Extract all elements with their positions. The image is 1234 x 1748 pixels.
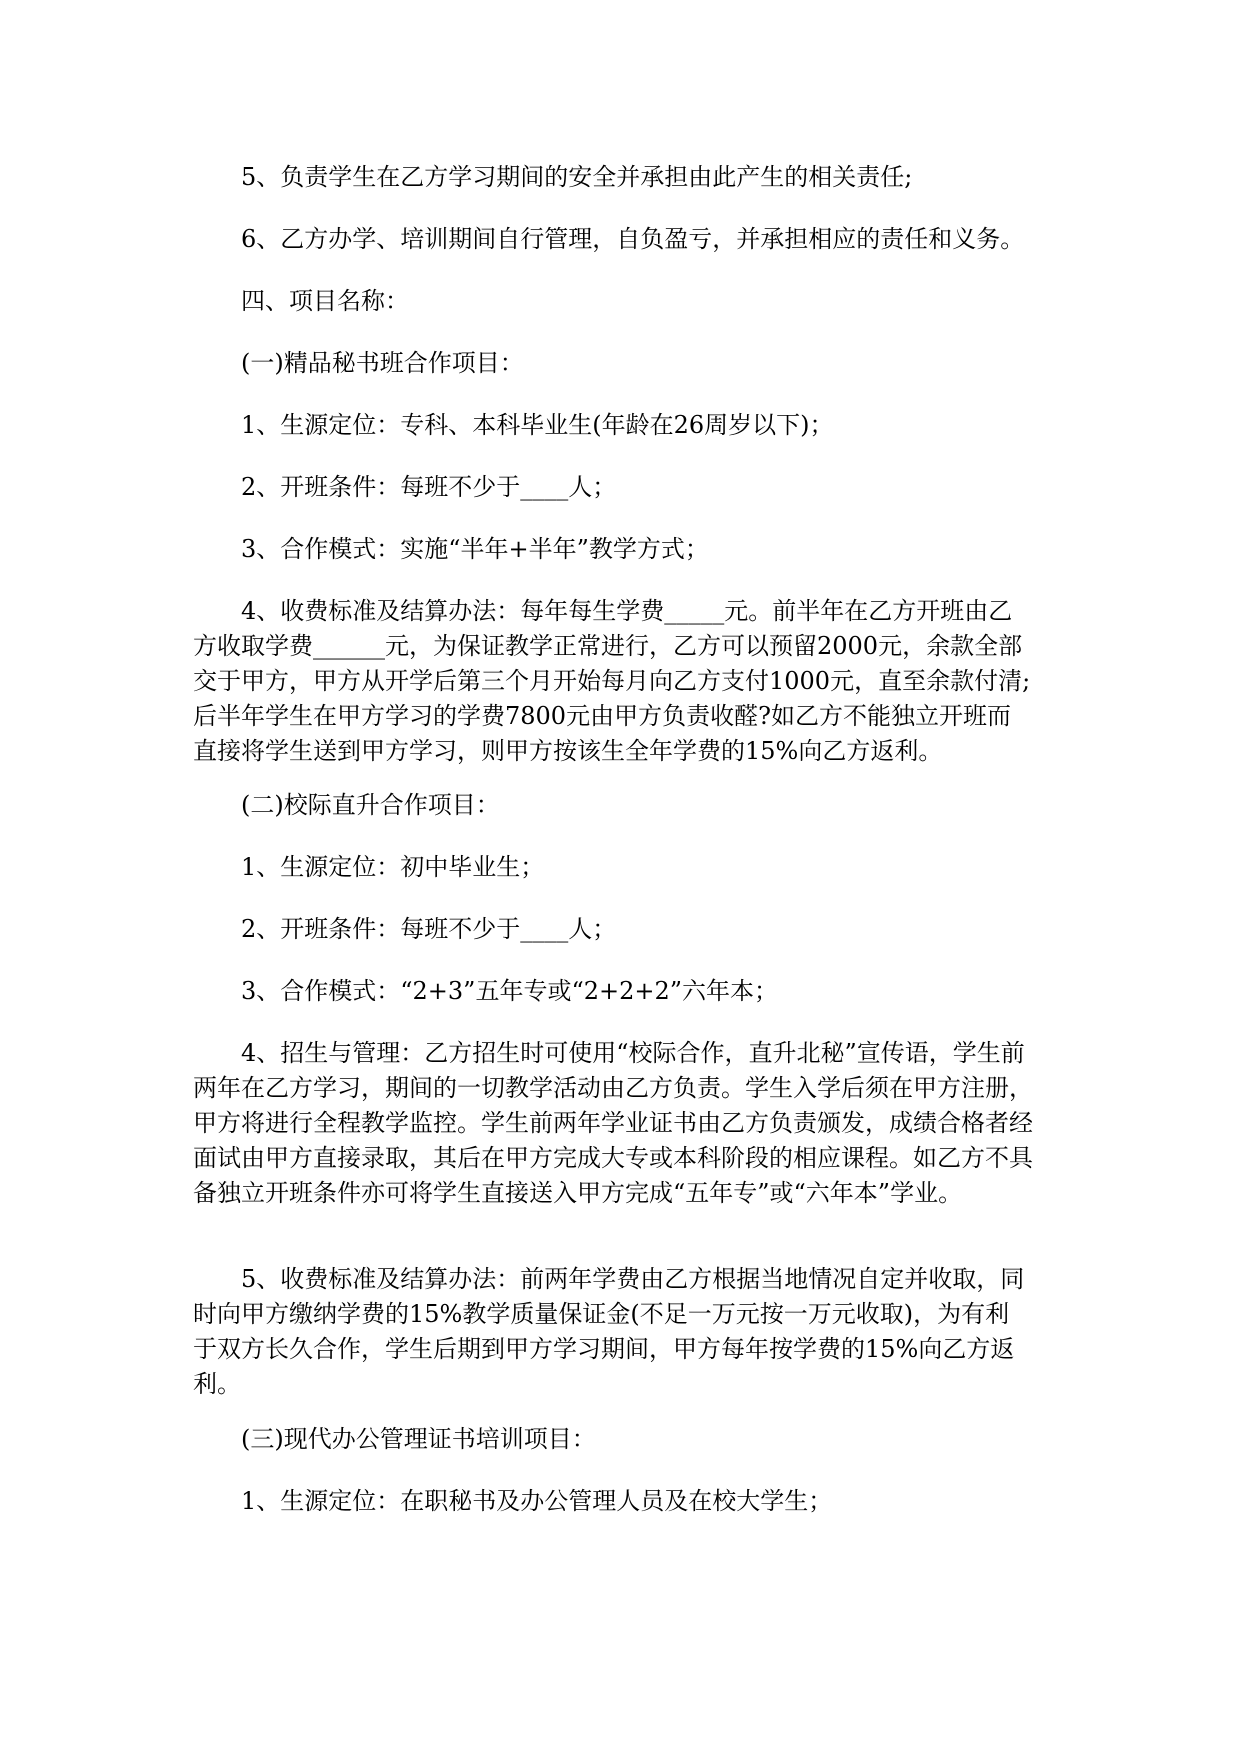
paragraph-2: 6、乙方办学、培训期间自行管理，自负盈亏，并承担相应的责任和义务。: [241, 225, 1025, 253]
paragraph-7: 1、生源定位：初中毕业生；: [241, 853, 545, 881]
paragraph-1: 5、负责学生在乙方学习期间的安全并承担由此产生的相关责任;: [241, 163, 913, 191]
subsection-heading-2: (二)校际直升合作项目：: [241, 791, 500, 819]
paragraph-10: 4、招生与管理：乙方招生时可使用“校际合作，直升北秘”宣传语，学生前两年在乙方学习，期间的一切教学活动由乙方负责。学生入学后须在甲方注册，甲方将进行全程教学监控。学生前两年学业证书由乙方负责颁发，成绩合格者经面试由甲方直接录取，其后在甲方完成大专或本科阶段的相应课程。如乙方不具备独立开班条件亦可将学生直接送入甲方完成“五年专”或“六年本”学业。: [193, 1039, 1033, 1207]
paragraph-9: 3、合作模式：“2+3”五年专或“2+2+2”六年本；: [241, 977, 779, 1005]
section-heading-4: 四、项目名称：: [241, 287, 409, 315]
paragraph-8: 2、开班条件：每班不少于____人；: [241, 915, 617, 943]
subsection-heading-1: (一)精品秘书班合作项目：: [241, 349, 524, 377]
paragraph-11: 5、收费标准及结算办法：前两年学费由乙方根据当地情况自定并收取，同时向甲方缴纳学费的15%教学质量保证金(不足一万元按一万元收取)，为有利于双方长久合作，学生后期到甲方学习期间，甲方每年按学费的15%向乙方返利。: [193, 1265, 1025, 1398]
subsection-heading-3: (三)现代办公管理证书培训项目：: [241, 1425, 596, 1453]
paragraph-6: 4、收费标准及结算办法：每年每生学费_____元。前半年在乙方开班由乙方收取学费______元，为保证教学正常进行，乙方可以预留2000元，余款全部交于甲方，甲方从开学后第三个月开始每月向乙方支付1000元，直至余款付清;后半年学生在甲方学习的学费7800元由甲方负责收醛?如乙方不能独立开班而直接将学生送到甲方学习，则甲方按该生全年学费的15%向乙方返利。: [193, 597, 1031, 765]
paragraph-12: 1、生源定位：在职秘书及办公管理人员及在校大学生；: [241, 1487, 833, 1515]
paragraph-4: 2、开班条件：每班不少于____人；: [241, 473, 617, 501]
paragraph-3: 1、生源定位：专科、本科毕业生(年龄在26周岁以下)；: [241, 411, 834, 439]
paragraph-5: 3、合作模式：实施“半年+半年”教学方式；: [241, 535, 709, 563]
